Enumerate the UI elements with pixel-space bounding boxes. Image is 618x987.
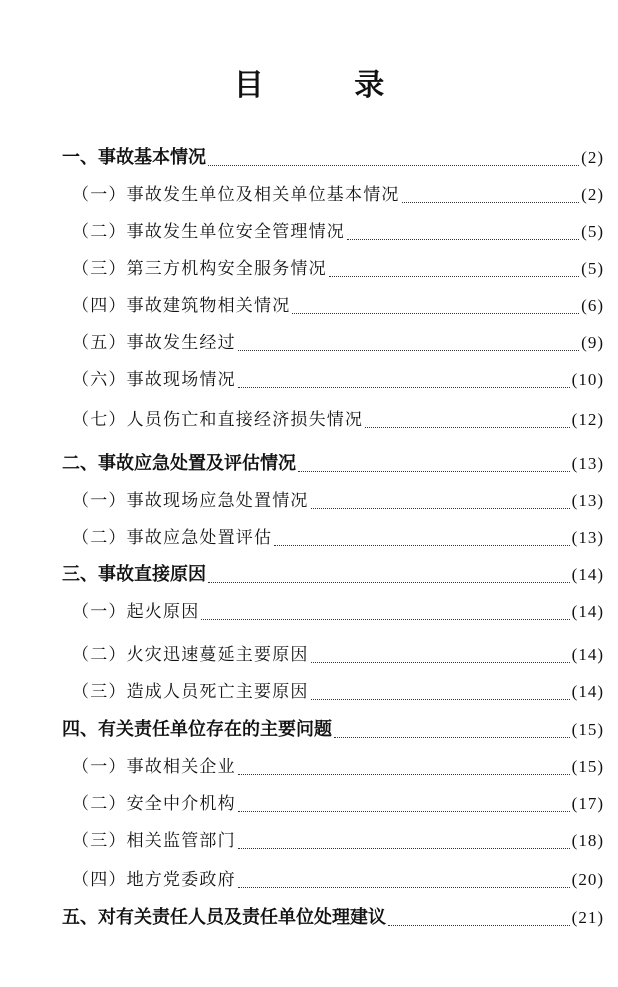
dot-leader <box>201 619 569 620</box>
toc-entry[interactable] <box>62 560 604 590</box>
dot-leader <box>298 471 570 472</box>
toc-entry-page: (14) <box>571 565 604 584</box>
toc-entry-label: （二）事故应急处置评估 <box>72 528 273 548</box>
toc-entry-page: (10) <box>571 370 604 389</box>
toc-entry[interactable] <box>72 486 604 516</box>
toc-entry[interactable] <box>72 291 604 321</box>
toc-entry-label: （二）事故发生单位安全管理情况 <box>72 222 345 242</box>
toc-entry-page: (14) <box>571 682 604 701</box>
toc-entry-page: (14) <box>571 602 604 621</box>
dot-leader <box>311 508 570 509</box>
dot-leader <box>402 202 580 203</box>
dot-leader <box>238 811 570 812</box>
dot-leader <box>311 662 570 663</box>
toc-entry-page: (17) <box>571 794 604 813</box>
toc-entry-label: （三）造成人员死亡主要原因 <box>72 682 309 702</box>
toc-entry-label: （一）事故现场应急处置情况 <box>72 491 309 511</box>
toc-entry-label: 一、事故基本情况 <box>62 147 206 168</box>
toc-entry-label: （一）事故发生单位及相关单位基本情况 <box>72 185 400 205</box>
toc-entry[interactable] <box>72 328 604 358</box>
dot-leader <box>274 545 569 546</box>
toc-entry-page: (14) <box>571 645 604 664</box>
dot-leader <box>329 276 579 277</box>
toc-entry[interactable] <box>72 217 604 247</box>
toc-entry[interactable] <box>72 523 604 553</box>
dot-leader <box>334 737 570 738</box>
dot-leader <box>238 387 570 388</box>
toc-entry-label: 三、事故直接原因 <box>62 564 206 585</box>
toc-entry-page: (9) <box>581 333 604 352</box>
toc-entry-label: （四）地方党委政府 <box>72 870 236 890</box>
dot-leader <box>365 427 569 428</box>
toc-entry[interactable] <box>72 365 604 395</box>
dot-leader <box>208 165 579 166</box>
toc-entry-page: (21) <box>571 908 604 927</box>
toc-entry-label: （四）事故建筑物相关情况 <box>72 296 291 316</box>
toc-entry[interactable] <box>72 597 604 627</box>
toc-entry[interactable] <box>72 640 604 670</box>
page-title: 目 录 <box>233 68 425 103</box>
dot-leader <box>238 887 570 888</box>
toc-entry-page: (5) <box>581 222 604 241</box>
toc-entry[interactable] <box>72 254 604 284</box>
toc-entry-label: （七）人员伤亡和直接经济损失情况 <box>72 410 364 430</box>
toc-entry-label: （三）相关监管部门 <box>72 831 236 851</box>
toc-entry[interactable] <box>62 143 604 173</box>
toc-entry[interactable] <box>62 449 604 479</box>
toc-entry-label: （一）起火原因 <box>72 602 200 622</box>
toc-entry[interactable] <box>72 789 604 819</box>
toc-entry-page: (5) <box>581 259 604 278</box>
dot-leader <box>208 582 570 583</box>
toc-entry[interactable] <box>72 865 604 895</box>
toc-entry-page: (2) <box>581 185 604 204</box>
toc-entry[interactable] <box>72 180 604 210</box>
toc-entry[interactable] <box>72 677 604 707</box>
toc-entry-label: （五）事故发生经过 <box>72 333 236 353</box>
toc-entry-label: 四、有关责任单位存在的主要问题 <box>62 719 332 740</box>
toc-entry-page: (20) <box>571 870 604 889</box>
toc-entry-page: (13) <box>571 454 604 473</box>
toc-entry-page: (18) <box>571 831 604 850</box>
toc-entry-page: (6) <box>581 296 604 315</box>
toc-entry-label: 五、对有关责任人员及责任单位处理建议 <box>62 907 386 928</box>
toc-entry-page: (15) <box>571 757 604 776</box>
toc-entry-page: (15) <box>571 720 604 739</box>
toc-entry[interactable] <box>72 826 604 856</box>
toc-entry-label: （二）火灾迅速蔓延主要原因 <box>72 645 309 665</box>
toc-entry[interactable] <box>72 752 604 782</box>
dot-leader <box>388 925 570 926</box>
toc-entry[interactable] <box>62 715 604 745</box>
toc-entry-label: 二、事故应急处置及评估情况 <box>62 453 296 474</box>
toc-entry-page: (2) <box>581 148 604 167</box>
toc-entry-label: （一）事故相关企业 <box>72 757 236 777</box>
toc-entry-page: (12) <box>571 410 604 429</box>
toc-entry-page: (13) <box>571 491 604 510</box>
dot-leader <box>238 774 570 775</box>
dot-leader <box>311 699 570 700</box>
toc-entry-label: （六）事故现场情况 <box>72 370 236 390</box>
dot-leader <box>347 239 579 240</box>
toc-entry[interactable] <box>72 405 604 435</box>
dot-leader <box>238 848 570 849</box>
toc-entry-label: （三）第三方机构安全服务情况 <box>72 259 327 279</box>
toc-entry-label: （二）安全中介机构 <box>72 794 236 814</box>
dot-leader <box>238 350 579 351</box>
toc-entry-page: (13) <box>571 528 604 547</box>
dot-leader <box>292 313 579 314</box>
toc-entry[interactable] <box>62 903 604 933</box>
